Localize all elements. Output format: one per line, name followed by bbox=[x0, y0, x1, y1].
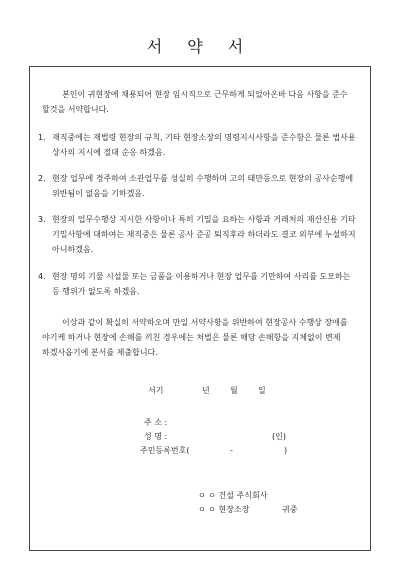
date-day: 일 bbox=[258, 386, 266, 395]
closing-line-2: 야기케 하거나 현장에 손해를 끼친 경우에는 처벌은 물론 해당 손해항을 지체없이 변제 bbox=[42, 333, 341, 342]
pledge-item-3 bbox=[38, 212, 368, 257]
item-text: 현장 명의 기물 시설물 또는 금품을 이용하거나 현장 업무를 기만하여 사리를 도모하는 bbox=[52, 272, 351, 281]
item-text: 재직중에는 재법령 현장의 규칙, 기타 현장소장의 명령지시사항을 준수함은 물론 법사용 bbox=[52, 133, 356, 142]
item-text: 등 행위가 없도록 하겠음. bbox=[52, 287, 140, 296]
address-label: 주 소 : bbox=[144, 418, 168, 427]
intro-line-2: 할것을 서약합니다. bbox=[42, 105, 109, 114]
item-text: 현장 업무에 경주하여 소관업무를 성실히 수행하며 고의 태만등으로 현장의 공사순행에 bbox=[52, 174, 354, 183]
document-title: 서 약 서 bbox=[146, 37, 254, 56]
resident-number-close: ) bbox=[284, 446, 288, 455]
seal-mark: (인) bbox=[272, 432, 286, 441]
intro-line-1: 본인이 귀현장에 채용되어 현장 임시직으로 근무하게 되었아온바 다음 사항을 준수 bbox=[62, 90, 348, 99]
item-text: 아니하겠음. bbox=[52, 245, 94, 254]
item-number: 4. bbox=[38, 272, 46, 281]
date-month: 월 bbox=[230, 386, 238, 395]
resident-number-label: 주민등록번호( bbox=[140, 446, 190, 455]
recipient-manager: ㅇ ㅇ 현장소장 bbox=[198, 505, 250, 514]
recipient-company: ㅇ ㅇ 건설 주식회사 bbox=[198, 491, 268, 500]
item-number: 1. bbox=[38, 133, 46, 142]
resident-number-separator: - bbox=[230, 446, 233, 455]
item-text: 위반됨이 없음을 기하겠음. bbox=[52, 189, 145, 198]
date-label: 서기 bbox=[148, 386, 164, 395]
pledge-item-4 bbox=[38, 269, 368, 299]
closing-line-3: 하겠사옵기에 본서를 제출합니다. bbox=[42, 348, 158, 357]
name-label: 성 명 : bbox=[144, 432, 168, 441]
item-text: 기밀사항에 대하여는 재직중은 물론 공사 준공 퇴직후라 하더라도 결코 외부에 누설하지 bbox=[52, 230, 356, 239]
item-text: 상사의 지시에 절대 순응 하겠음. bbox=[52, 148, 166, 157]
date-year: 년 bbox=[202, 386, 210, 395]
pledge-frame bbox=[29, 66, 371, 551]
item-text: 현장의 업무수행상 지시한 사항이나 특히 기밀을 요하는 사항과 거래처의 재산신용 기타 bbox=[52, 215, 356, 224]
pledge-item-2 bbox=[38, 171, 368, 201]
pledge-item-1 bbox=[38, 130, 368, 160]
closing-line-1: 이상과 같이 확실히 서약하오며 만일 서약사항을 위반하여 현장공사 수행상 장애를 bbox=[62, 318, 348, 327]
recipient-honorific: 귀중 bbox=[282, 505, 298, 514]
item-number: 2. bbox=[38, 174, 46, 183]
item-number: 3. bbox=[38, 215, 46, 224]
